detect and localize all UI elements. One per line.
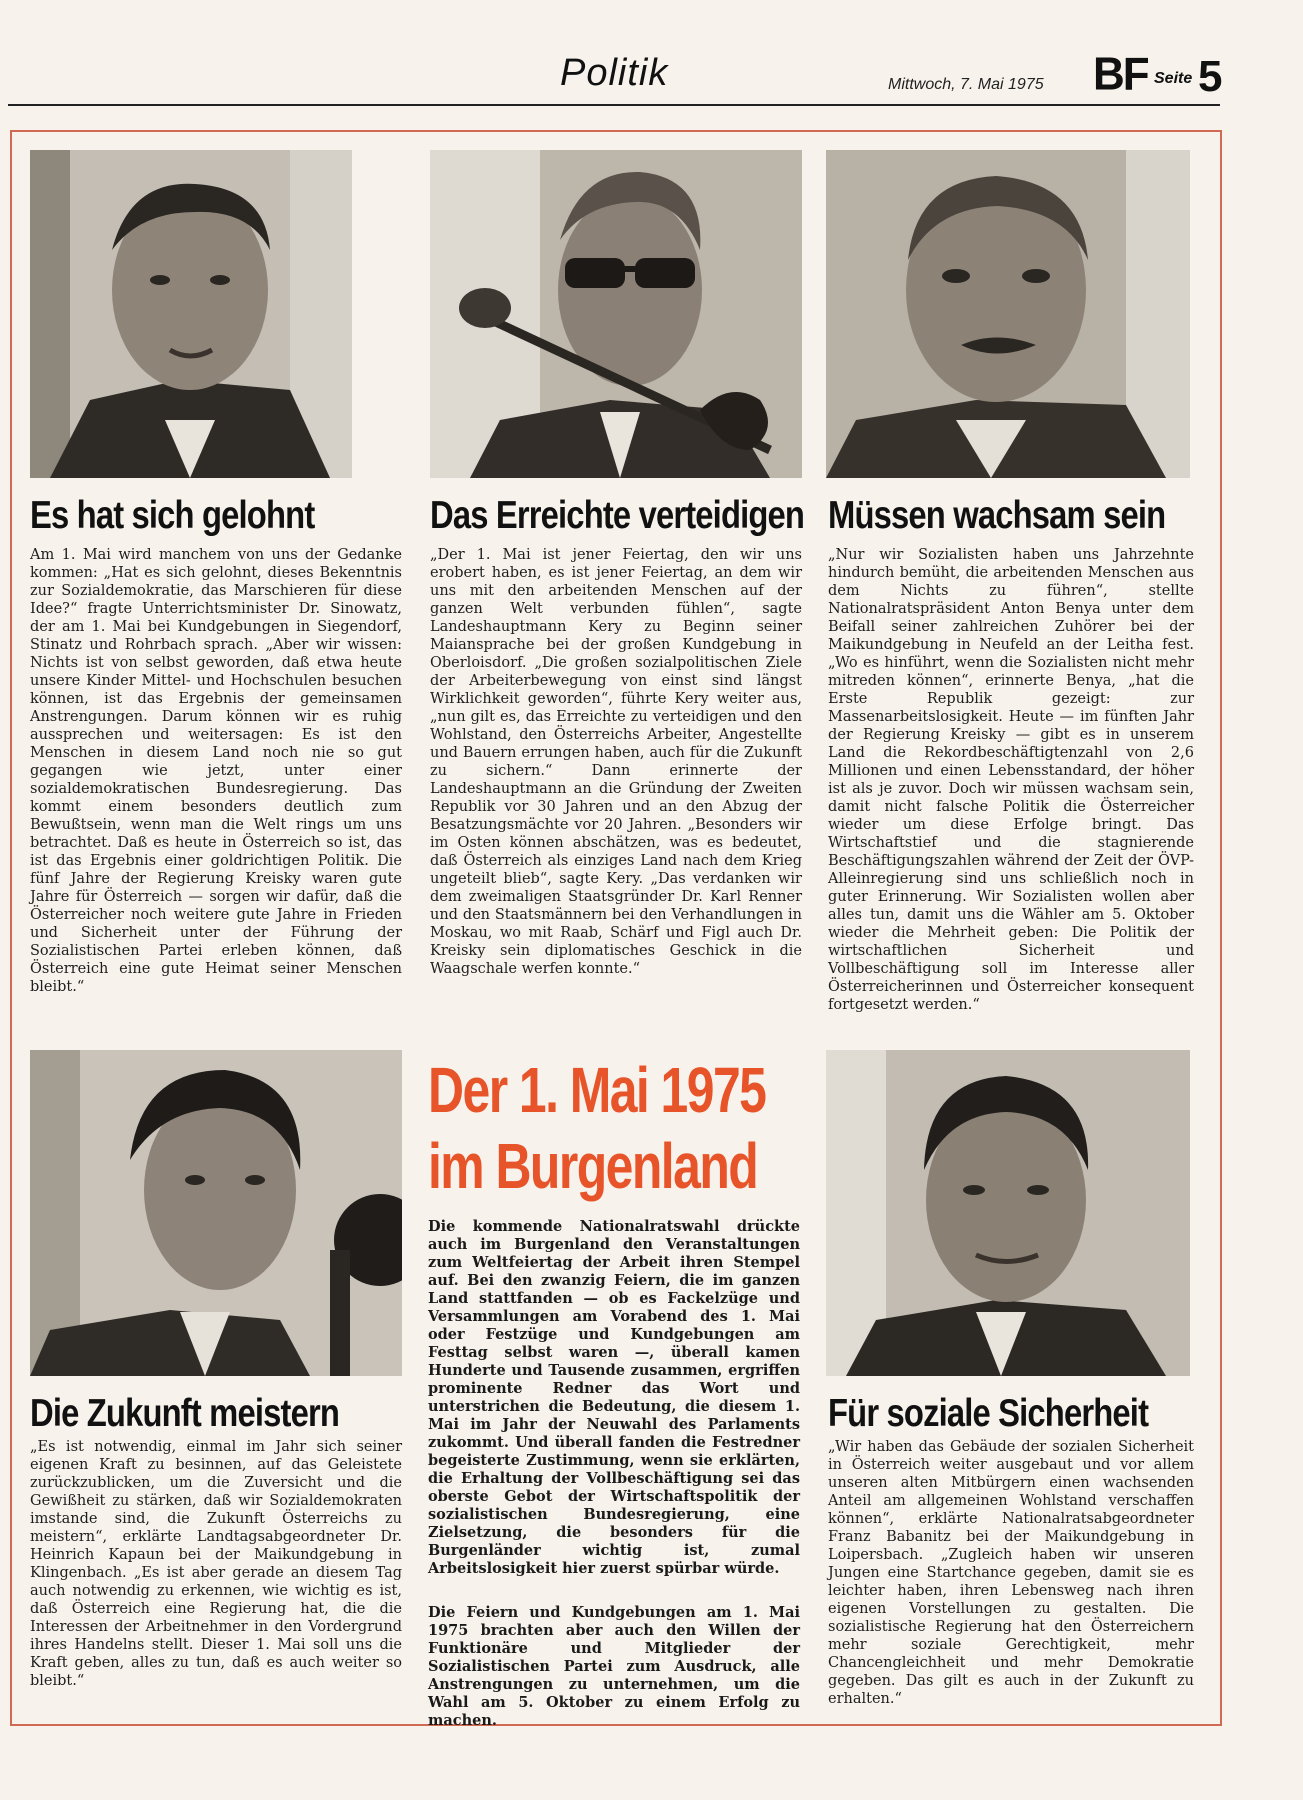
issue-date: Mittwoch, 7. Mai 1975 [888, 76, 1044, 93]
masthead [8, 46, 1223, 108]
feature-lead-paragraph-2: Die Feiern und Kundgebungen am 1. Mai 1975 brachten aber auch den Willen der Funktionäre und Mitglieder der Sozialistischen Partei zum Ausdruck, alle Anstrengungen zu unternehmen, um die Wahl am 5. Oktober zu einem Erfolg zu machen. [428, 1604, 800, 1729]
photo-kery [430, 150, 802, 478]
masthead-rule [8, 104, 1220, 106]
headline-es-hat-sich-gelohnt: Es hat sich gelohnt [30, 494, 315, 537]
headline-fuer-soziale-sicherheit: Für soziale Sicherheit [828, 1392, 1149, 1435]
feature-title-line1: Der 1. Mai 1975 [428, 1054, 766, 1126]
headline-das-erreichte-verteidigen: Das Erreichte verteidigen [430, 494, 805, 537]
photo-benya [826, 150, 1190, 478]
feature-title-line2: im Burgenland [428, 1130, 758, 1202]
page-label: Seite [1154, 70, 1193, 87]
feature-lead-paragraph-1: Die kommende Nationalratswahl drückte auch im Burgenland den Veranstaltungen zum Weltfeiertag der Arbeit ihren Stempel auf. Bei den zwanzig Feiern, die im ganzen Land stattfanden — ob es Fackelzüge und Versammlungen am Vorabend des 1. Mai oder Festzüge und Kundgebungen am Festtag selbst waren —, überall kamen Hunderte und Tausende zusammen, ergriffen prominente Redner das Wort und unterstrichen die Bedeutung, die diesem 1. Mai im Jahr der Neuwahl des Parlaments zukommt. Und überall fanden die Festredner begeisterte Zustimmung, wenn sie erklärten, die Erhaltung der Vollbeschäftigung sei das oberste Gebot der Wirtschaftspolitik der sozialistischen Bundesregierung, eine Zielsetzung, die besonders für die Burgenländer wichtig ist, zumal Arbeitslosigkeit hier zuerst spürbar würde. [428, 1218, 800, 1577]
headline-die-zukunft-meistern: Die Zukunft meistern [30, 1392, 340, 1435]
article-sinowatz-body: Am 1. Mai wird manchem von uns der Gedanke kommen: „Hat es sich gelohnt, dieses Bekenntnis zur Sozialdemokratie, das Marschieren für diese Idee?“ fragte Unterrichtsminister Dr. Sinowatz, der am 1. Mai bei Kundgebungen in Siegendorf, Stinatz und Rohrbach sprach. „Aber wir wissen: Nichts ist von selbst geworden, daß etwa heute unsere Kinder Mittel- und Hochschulen besuchen können, ist das Ergebnis der gemeinsamen Anstrengungen. Darum können wir es ruhig aussprechen und weitersagen: Es ist den Menschen in diesem Land noch nie so gut gegangen wie jetzt, unter einer sozialdemokratischen Bundesregierung. Das kommt einem besonders deutlich zum Bewußtsein, wenn man die Welt rings um uns betrachtet. Daß es heute in Österreich so ist, das ist das Ergebnis einer goldrichtigen Politik. Die fünf Jahre der Regierung Kreisky waren gute Jahre für Österreich — sorgen wir dafür, daß die Österreicher noch weitere gute Jahre in Frieden und Sicherheit unter der Führung der Sozialistischen Partei erleben können, daß Österreich eine gute Heimat seiner Menschen bleibt.“ [30, 547, 402, 995]
page-number: 5 [1198, 52, 1223, 101]
article-kery-body: „Der 1. Mai ist jener Feiertag, den wir uns erobert haben, es ist jener Feiertag, an dem wir uns mit den arbeitenden Menschen auf der ganzen Welt verbunden fühlen“, sagte Landeshauptmann Kery zu Beginn seiner Maiansprache bei der großen Kundgebung in Oberloisdorf. „Die großen sozialpolitischen Ziele der Arbeiterbewegung von einst sind längst Wirklichkeit geworden“, führte Kery weiter aus, „nun gilt es, das Erreichte zu verteidigen und den Wohlstand, den Österreichs Arbeiter, Angestellte und Bauern errungen haben, auch für die Zukunft zu sichern.“ Dann erinnerte der Landeshauptmann an die Gründung der Zweiten Republik vor 30 Jahren und an den Abzug der Besatzungsmächte vor 20 Jahren. „Besonders wir im Osten können abschätzen, was es bedeutet, daß Österreich als einziges Land nach dem Krieg ungeteilt blieb“, sagte Kery. „Das verdanken wir dem zweimaligen Staatsgründer Dr. Karl Renner und den Staatsmännern bei den Verhandlungen in Moskau, wo mit Raab, Schärf und Figl auch Dr. Kreisky sein diplomatisches Geschick in die Waagschale werfen konnte.“ [430, 547, 802, 977]
article-babanitz-body: „Wir haben das Gebäude der sozialen Sicherheit in Österreich weiter ausgebaut und vor allem unseren alten Mitbürgern einen wachsenden Anteil am allgemeinen Wohlstand verschaffen können“, erklärte Nationalratsabgeordneter Franz Babanitz bei der Maikundgebung in Loipersbach. „Zugleich haben wir unseren Jungen eine Startchance gegeben, damit sie es leichter haben, ihren Lebensweg nach ihren eigenen Vorstellungen zu gestalten. Die sozialistische Regierung hat den Österreichern mehr soziale Gerechtigkeit, mehr Chancengleichheit und mehr Demokratie gegeben. Das gilt es auch in der Zukunft zu erhalten.“ [828, 1439, 1194, 1707]
photo-sinowatz [30, 150, 352, 478]
feature-title [428, 1052, 766, 1204]
photo-kapaun [30, 1050, 402, 1376]
article-benya-body: „Nur wir Sozialisten haben uns Jahrzehnte hindurch bemüht, die arbeitenden Menschen aus dem Nichts zu führen“, stellte Nationalratspräsident Anton Benya unter dem Beifall seiner zahlreichen Zuhörer bei der Maikundgebung in Neufeld an der Leitha fest. „Wo es hinführt, wenn die Sozialisten nicht mehr mitreden können“, erinnerte Benya, „hat die Erste Republik gezeigt: zur Massenarbeitslosigkeit. Heute — im fünften Jahr der Regierung Kreisky — gibt es in unserem Land die Rekordbeschäftigtenzahl von 2,6 Millionen und einen Lebensstandard, der höher ist als je zuvor. Doch wir müssen wachsam sein, damit nicht falsche Politik die Österreicher wieder um diese Erfolge bringt. Das Wirtschaftstief und die stagnierende Beschäftigungszahlen während der Zeit der ÖVP-Alleinregierung sind uns schließlich noch in guter Erinnerung. Wir Sozialisten wollen aber alles tun, damit uns die Wähler am 5. Oktober wieder die Mehrheit geben: Die Politik der wirtschaftlichen Sicherheit und Vollbeschäftigung soll im Interesse aller Österreicherinnen und Österreicher konsequent fortgesetzt werden.“ [828, 547, 1194, 1013]
newspaper-logo: BF [1093, 48, 1148, 101]
photo-babanitz [826, 1050, 1190, 1376]
article-kapaun-body: „Es ist notwendig, einmal im Jahr sich seiner eigenen Kraft zu besinnen, auf das Geleistete zurückzublicken, um die Zuversicht und die Gewißheit zu stärken, daß wir Sozialdemokraten imstande sind, die Zukunft Österreichs zu meistern“, erklärte Landtagsabgeordneter Dr. Heinrich Kapaun bei der Maikundgebung in Klingenbach. „Es ist aber gerade an diesem Tag auch notwendig zu erkennen, wie wichtig es ist, daß Österreich eine Regierung hat, die die Interessen der Arbeitnehmer in den Vordergrund ihres Handelns stellt. Dieser 1. Mai soll uns die Kraft geben, alles zu tun, daß es auch weiter so bleibt.“ [30, 1439, 402, 1689]
headline-muessen-wachsam-sein: Müssen wachsam sein [828, 494, 1166, 537]
section-title: Politik [560, 52, 669, 94]
